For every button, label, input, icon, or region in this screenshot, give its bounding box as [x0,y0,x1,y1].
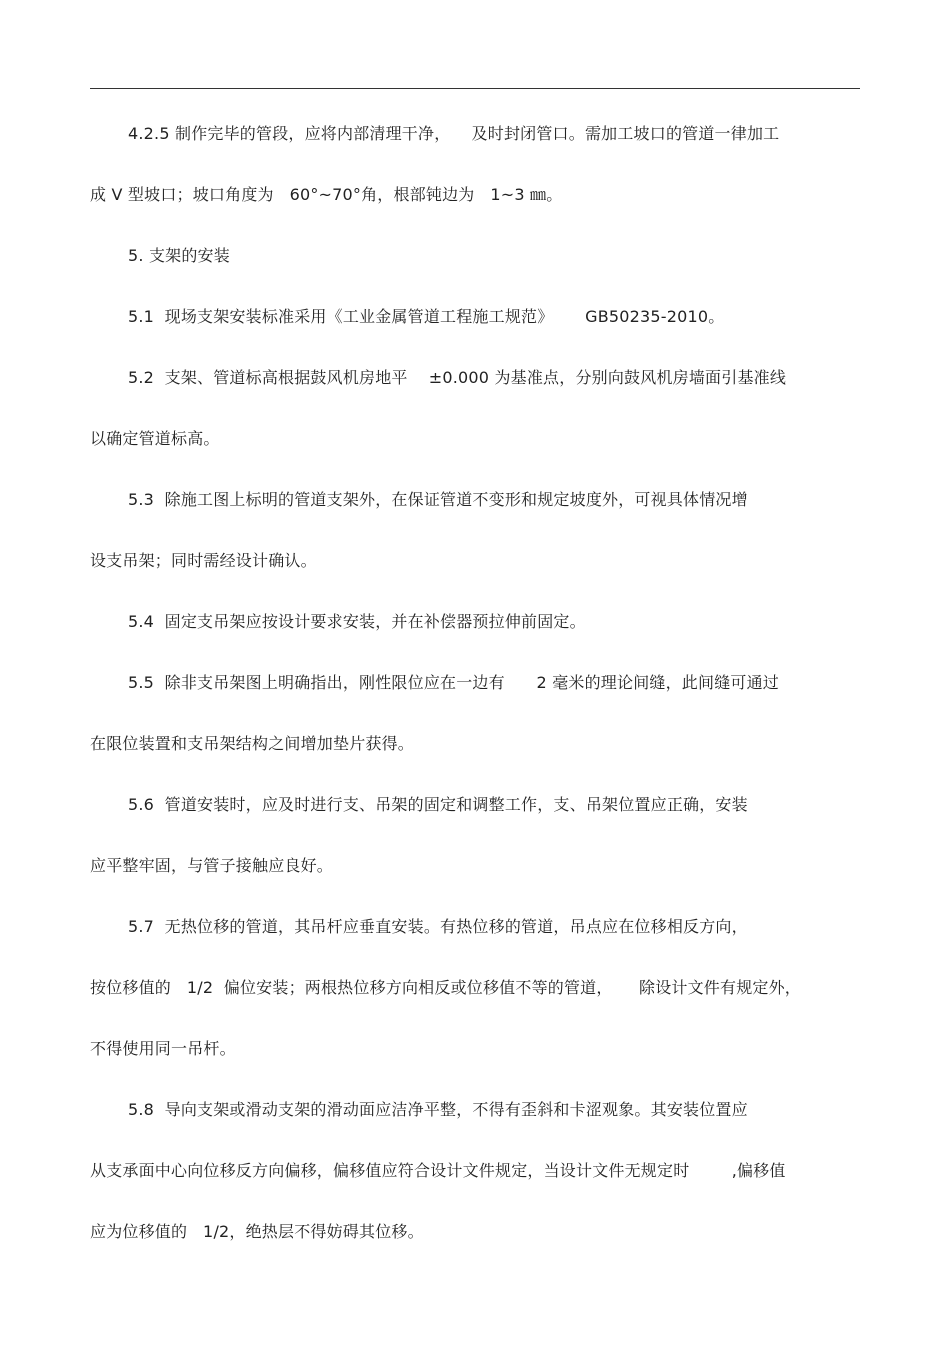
text-line: 5.7 无热位移的管道，其吊杆应垂直安装。有热位移的管道，吊点应在位移相反方向， [128,917,748,936]
text-line: 5.4 固定支吊架应按设计要求安装，并在补偿器预拉伸前固定。 [128,612,586,631]
text-line: 在限位装置和支吊架结构之间增加垫片获得。 [90,734,415,753]
text-line: 不得使用同一吊杆。 [90,1039,236,1058]
section-heading: 5. 支架的安装 [128,246,230,265]
text-line: 5.5 除非支吊架图上明确指出，刚性限位应在一边有 2 毫米的理论间缝，此间缝可通过 [128,673,779,692]
text-line: 从支承面中心向位移反方向偏移，偏移值应符合设计文件规定，当设计文件无规定时 ,偏移值 [90,1161,786,1180]
header-rule [90,88,860,89]
text-line: 应为位移值的 1/2，绝热层不得妨碍其位移。 [90,1222,424,1241]
text-line: 5.2 支架、管道标高根据鼓风机房地平 ±0.000 为基准点，分别向鼓风机房墙面引基准线 [128,368,787,387]
text-line: 设支吊架；同时需经设计确认。 [90,551,317,570]
text-line: 应平整牢固，与管子接触应良好。 [90,856,334,875]
text-line: 5.6 管道安装时，应及时进行支、吊架的固定和调整工作，支、吊架位置应正确，安装 [128,795,748,814]
text-line: 以确定管道标高。 [90,429,220,448]
text-line: 5.1 现场支架安装标准采用《工业金属管道工程施工规范》 GB50235-2010。 [128,307,725,326]
text-line: 成 V 型坡口；坡口角度为 60°~70°角，根部钝边为 1~3 ㎜。 [90,185,563,204]
text-line: 5.8 导向支架或滑动支架的滑动面应洁净平整，不得有歪斜和卡涩观象。其安装位置应 [128,1100,748,1119]
text-line: 4.2.5 制作完毕的管段，应将内部清理干净， 及时封闭管口。需加工坡口的管道一律加工 [128,124,780,143]
text-line: 5.3 除施工图上标明的管道支架外，在保证管道不变形和规定坡度外，可视具体情况增 [128,490,748,509]
text-line: 按位移值的 1/2 偏位安装；两根热位移方向相反或位移值不等的管道， 除设计文件有规定外， [90,978,802,997]
